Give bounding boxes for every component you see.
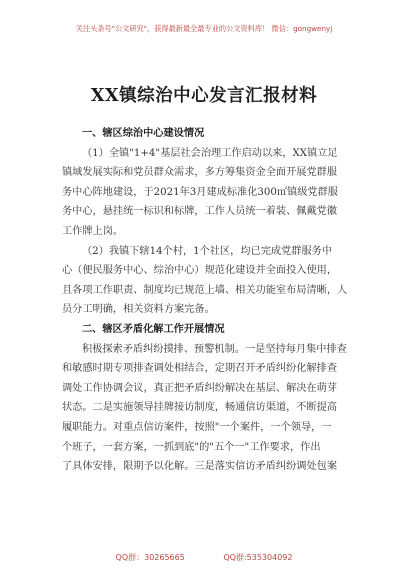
document-title: XX镇综治中心发言汇报材料 [90, 86, 318, 106]
text-line: 了具体安排，限期予以化解。三是落实信访矛盾纠纷调处包案 [62, 461, 338, 473]
text-line: 调处工作协调会议，真正把矛盾纠纷解决在基层、解决在萌芽 [62, 382, 338, 394]
paragraph [62, 144, 362, 242]
text-line: 状态。二是实施领导挂牌接访制度，畅通信访渠道，不断提高 [62, 402, 338, 414]
text-line: 镇域发展实际和党员群众需求，多方筹集资金全面开展党群服 [62, 167, 338, 179]
text-line: 履职能力。对重点信访案件，按照"一个案件，一个领导，一 [62, 421, 332, 433]
header-banner: 关注头条号"公文研究"，获得最新最全最专业的公文资料库！ 微信：gongwenyj [75, 24, 333, 33]
text-line: 工作牌上岗。 [62, 225, 124, 237]
paragraph [62, 242, 362, 320]
text-line: （2）我镇下辖14个村，1个社区，均已完成党群服务中 [82, 245, 333, 257]
qq-group-1: QQ群：30265665 [115, 553, 185, 562]
text-line: 心（便民服务中心、综治中心）规范化建设并全面投入使用， [62, 265, 338, 277]
paragraph [62, 340, 362, 477]
section-heading: 一、辖区综治中心建设情况 [82, 127, 205, 139]
text-line: 积极探索矛盾纠纷摸排、预警机制。一是坚持每月集中排查 [82, 343, 347, 355]
text-line: 和敏感时期专项排查调处相结合，定期召开矛盾纠纷化解排查 [62, 363, 338, 375]
text-line: 员分工明确，相关资料方案完备。 [62, 304, 215, 316]
footer-banner [0, 552, 408, 563]
text-line: 且各项工作职责、制度均已规范上墙、相关功能室布局清晰，人 [62, 284, 348, 296]
qq-group-2: QQ群:535304092 [223, 553, 293, 562]
text-line: 务中心，悬挂统一标识和标牌，工作人员统一着装、佩戴党徽 [62, 206, 338, 218]
text-line: 务中心阵地建设，于2021年3月建成标准化300㎡镇级党群服 [62, 186, 338, 198]
text-line: （1）全镇"1+4"基层社会治理工作启动以来，XX镇立足 [82, 147, 338, 159]
section-heading: 二、辖区矛盾化解工作开展情况 [82, 322, 225, 335]
document-body [62, 124, 362, 477]
text-line: 个班子，一套方案，一抓到底"的"五个一"工作要求，作出 [62, 441, 321, 453]
